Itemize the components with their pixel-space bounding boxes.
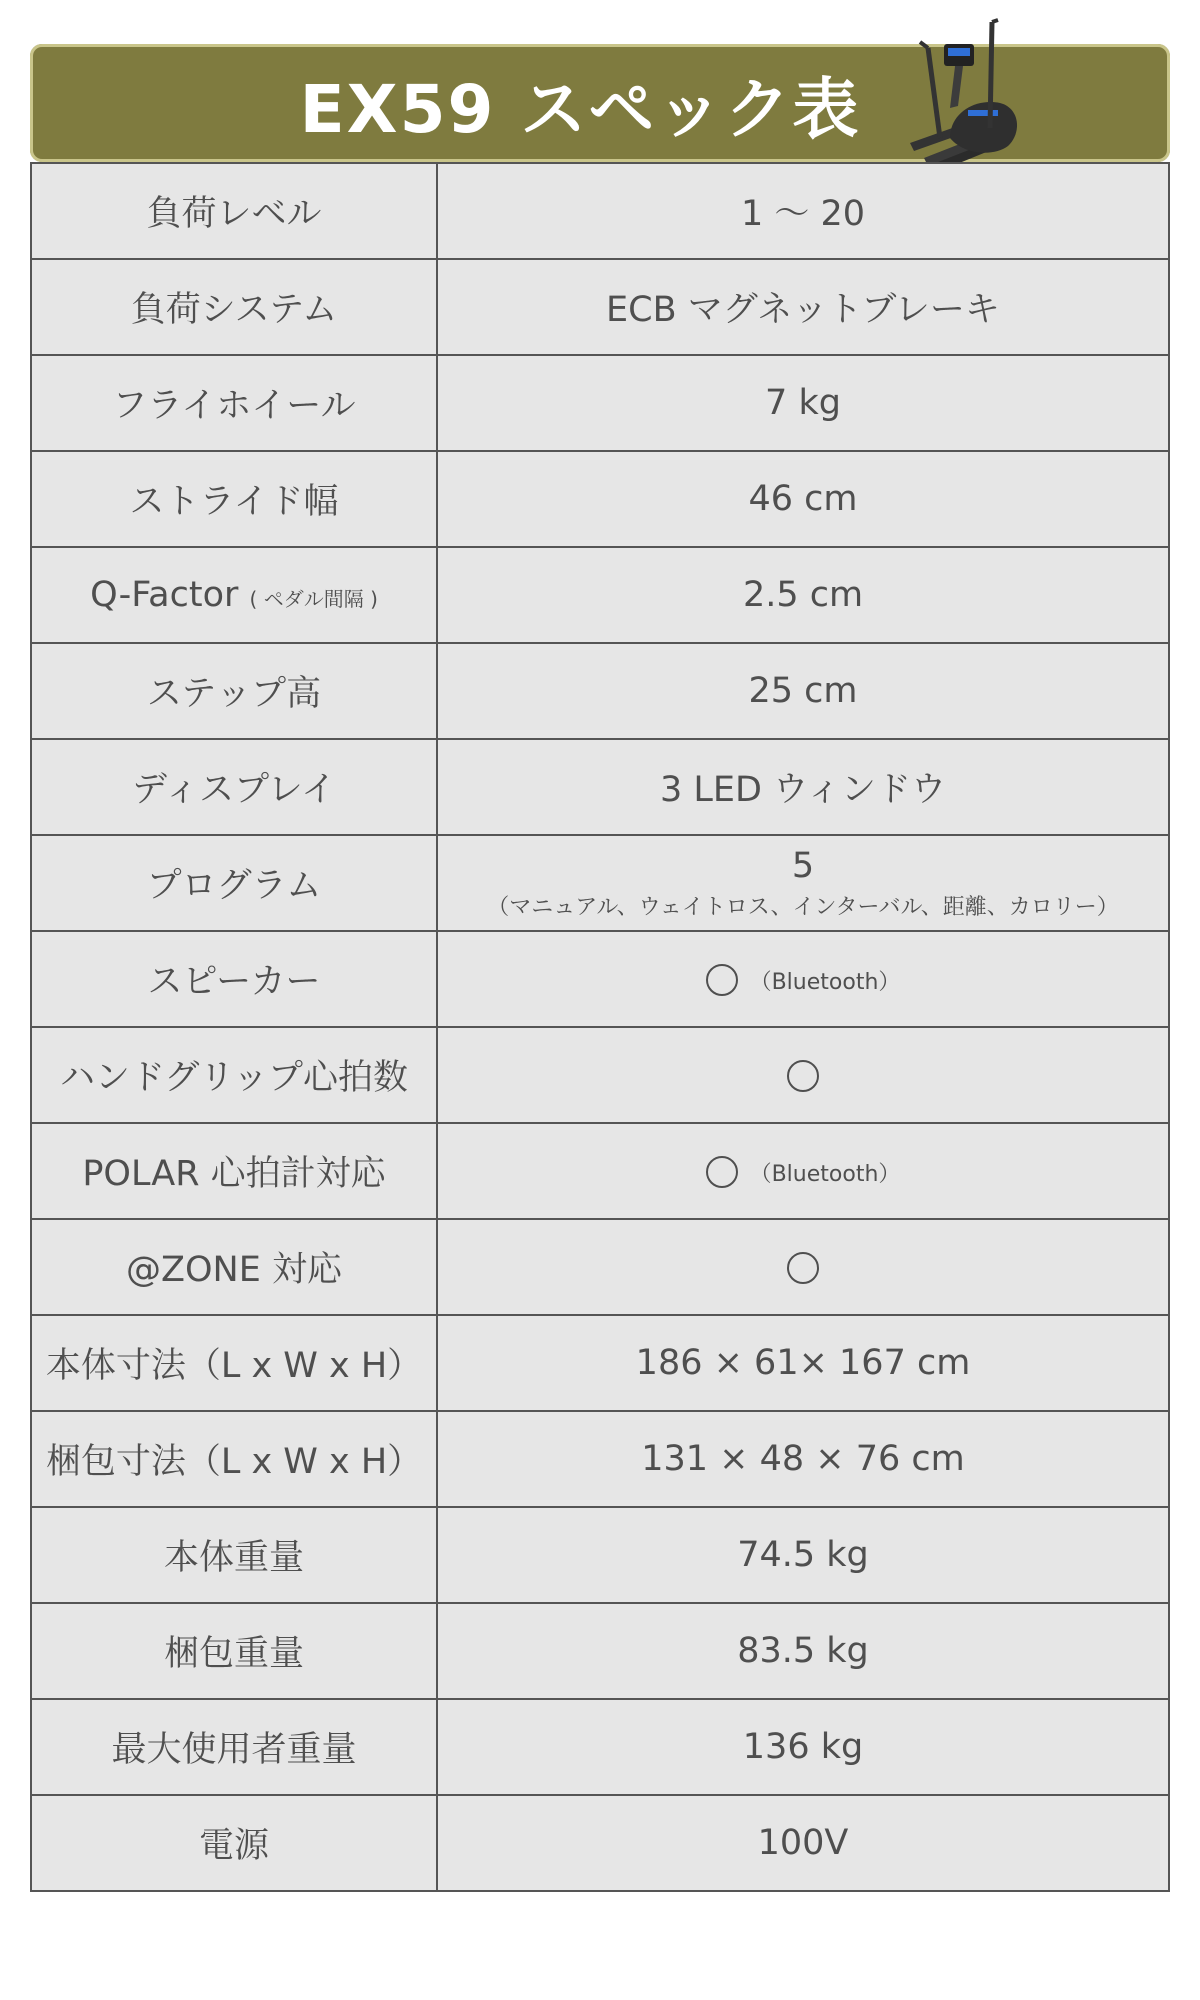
spec-label: ハンドグリップ心拍数 [60, 1058, 408, 1098]
spec-label-cell [31, 1027, 437, 1123]
circle-mark-icon [787, 1060, 819, 1092]
spec-value-cell [437, 739, 1169, 835]
spec-label: 電源 [198, 1826, 269, 1866]
spec-label-cell [31, 547, 437, 643]
spec-value-note: （Bluetooth） [749, 969, 901, 995]
spec-value: 1 ～ 20 [740, 194, 866, 234]
spec-label-cell [31, 1507, 437, 1603]
table-row [31, 451, 1169, 547]
spec-value: ECB マグネットブレーキ [606, 290, 1000, 330]
spec-label: 梱包寸法（L x W x H） [45, 1442, 423, 1482]
spec-value: 74.5 kg [737, 1535, 869, 1575]
spec-label-cell [31, 1603, 437, 1699]
table-row [31, 1315, 1169, 1411]
spec-table [30, 162, 1170, 1892]
spec-value-cell [437, 1219, 1169, 1315]
table-row [31, 1699, 1169, 1795]
spec-value-cell [437, 835, 1169, 931]
circle-mark-icon [706, 964, 738, 996]
spec-label-cell [31, 835, 437, 931]
spec-label-cell [31, 739, 437, 835]
spec-label: 最大使用者重量 [111, 1730, 357, 1770]
spec-label: 梱包重量 [163, 1634, 304, 1674]
table-row [31, 1411, 1169, 1507]
table-row [31, 739, 1169, 835]
table-row [31, 1603, 1169, 1699]
spec-label-cell [31, 1411, 437, 1507]
spec-value-cell [437, 1411, 1169, 1507]
spec-label-cell [31, 1123, 437, 1219]
spec-value-cell [437, 1123, 1169, 1219]
spec-value-cell [437, 1603, 1169, 1699]
table-row [31, 1507, 1169, 1603]
table-row [31, 643, 1169, 739]
spec-label: 負荷レベル [146, 194, 322, 234]
spec-value: 100V [757, 1823, 849, 1863]
spec-value-note: （Bluetooth） [749, 1161, 901, 1187]
spec-value-cell [437, 451, 1169, 547]
table-row [31, 1027, 1169, 1123]
spec-label: Q-Factor [90, 575, 239, 615]
spec-value-cell [437, 355, 1169, 451]
spec-label-cell [31, 355, 437, 451]
spec-value-cell [437, 259, 1169, 355]
spec-value: 186 × 61× 167 cm [635, 1343, 971, 1383]
table-row [31, 835, 1169, 931]
table-row [31, 547, 1169, 643]
spec-value-cell [437, 1699, 1169, 1795]
circle-mark-icon [787, 1252, 819, 1284]
spec-value-note: （マニュアル、ウェイトロス、インターバル、距離、カロリー） [487, 894, 1119, 920]
table-row [31, 1795, 1169, 1891]
spec-label-cell [31, 259, 437, 355]
spec-value: 46 cm [748, 479, 858, 519]
spec-label: プログラム [146, 866, 322, 906]
spec-label-cell [31, 163, 437, 259]
spec-label-cell [31, 1315, 437, 1411]
spec-label: POLAR 心拍計対応 [82, 1154, 386, 1194]
spec-label-cell [31, 451, 437, 547]
spec-label: 本体寸法（L x W x H） [45, 1346, 423, 1386]
spec-value: 131 × 48 × 76 cm [641, 1439, 965, 1479]
spec-label: @ZONE 対応 [126, 1250, 342, 1290]
spec-label-cell [31, 931, 437, 1027]
table-row [31, 1219, 1169, 1315]
circle-mark-icon [706, 1156, 738, 1188]
spec-value: 25 cm [748, 671, 858, 711]
spec-value-cell [437, 643, 1169, 739]
spec-label-cell [31, 1699, 437, 1795]
spec-label: 負荷システム [130, 290, 338, 330]
table-row [31, 1123, 1169, 1219]
table-row [31, 355, 1169, 451]
spec-value: 7 kg [765, 383, 841, 423]
spec-value-cell [437, 1315, 1169, 1411]
spec-value: 2.5 cm [742, 575, 864, 615]
spec-label-cell [31, 643, 437, 739]
spec-label: 本体重量 [163, 1538, 304, 1578]
spec-value: 5 [791, 845, 815, 886]
spec-label: スピーカー [147, 962, 321, 1002]
spec-value-cell [437, 931, 1169, 1027]
spec-label: フライホイール [112, 386, 356, 426]
spec-label-cell [31, 1219, 437, 1315]
spec-value: 136 kg [742, 1727, 864, 1767]
spec-value-cell [437, 1795, 1169, 1891]
page-title: EX59 スペック表 [299, 70, 861, 148]
spec-label: ディスプレイ [131, 770, 337, 810]
spec-value-cell [437, 547, 1169, 643]
spec-label-cell [31, 1795, 437, 1891]
spec-value-cell [437, 1507, 1169, 1603]
spec-value: 3 LED ウィンドウ [660, 770, 946, 810]
spec-label: ストライド幅 [129, 482, 339, 522]
table-row [31, 163, 1169, 259]
spec-label: ステップ高 [146, 674, 322, 714]
spec-label-note: ( ペダル間隔 ) [249, 587, 378, 611]
table-row [31, 931, 1169, 1027]
spec-value-cell [437, 1027, 1169, 1123]
spec-value: 83.5 kg [737, 1631, 869, 1671]
table-row [31, 259, 1169, 355]
spec-value-cell [437, 163, 1169, 259]
